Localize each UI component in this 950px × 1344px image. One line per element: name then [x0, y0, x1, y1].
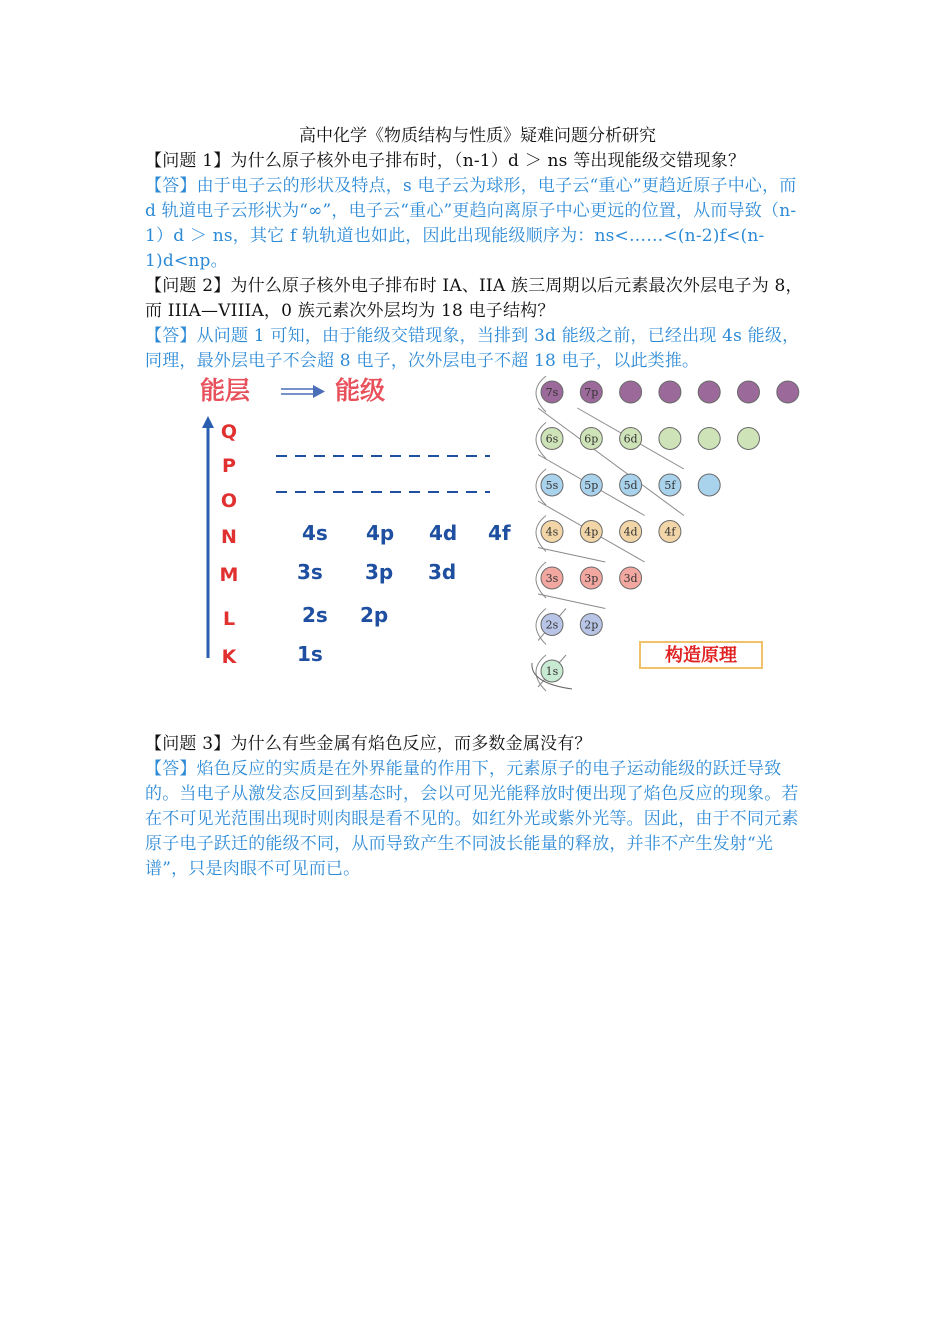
- orbital-4d: [620, 521, 642, 543]
- document-page: [145, 124, 810, 882]
- orbital-6s: [541, 428, 563, 450]
- question-1: 【问题 1】为什么原子核外电子排布时，（n-1）d ＞ ns 等出现能级交错现象？: [145, 151, 746, 171]
- svg-text:5d: 5d: [623, 479, 638, 492]
- orbital-5s: [541, 474, 563, 496]
- svg-text:5f: 5f: [664, 479, 676, 492]
- orbital-7p: [580, 381, 602, 403]
- svg-text:5p: 5p: [584, 479, 599, 492]
- sublevel-4d: 4d: [429, 521, 458, 545]
- orbital-blank: [659, 381, 681, 403]
- svg-text:3d: 3d: [623, 572, 638, 585]
- orbital-3d: [620, 567, 642, 589]
- orbital-5p: [580, 474, 602, 496]
- svg-text:5s: 5s: [545, 479, 559, 492]
- shell-sublevel-panel: [200, 376, 511, 668]
- svg-text:4f: 4f: [664, 525, 676, 539]
- shell-O: O: [220, 490, 238, 512]
- up-arrow-icon: [202, 416, 214, 658]
- shell-letters: [220, 421, 239, 668]
- orbital-7s: [541, 381, 563, 403]
- sublevel-2s: 2s: [302, 603, 328, 627]
- aufbau-circles: [541, 381, 799, 682]
- svg-text:4s: 4s: [545, 525, 559, 539]
- orbital-blank: [698, 428, 720, 450]
- shell-Q: Q: [220, 421, 238, 443]
- orbital-4s: [541, 521, 563, 543]
- question-2: 【问题 2】为什么原子核外电子排布时 IA、IIA 族三周期以后元素最次外层电子为 8，而 IIIA—VIIIA，0 族元素次外层均为 18 电子结构？: [145, 276, 803, 321]
- shell-N: N: [221, 526, 237, 548]
- orbital-blank: [738, 381, 760, 403]
- orbital-blank: [777, 381, 799, 403]
- answer-3: 【答】焰色反应的实质是在外界能量的作用下，元素原子的电子运动能级的跃迁导致的。当电子从激发态反回到基态时，会以可见光能释放时便出现了焰色反应的现象。若在不可见光范围出现时则肉眼是看不见的。如红外光或紫外光等。因此，由于不同元素原子电子跃迁的能级不同，从而导致产生不同波长能量的释放，并非不产生发射“光谱”，只是肉眼不可见而已。: [145, 759, 799, 879]
- aufbau-diagram: [532, 376, 799, 691]
- orbital-blank: [620, 381, 642, 403]
- orbital-5f: [659, 474, 681, 496]
- aufbau-diagonal: [538, 594, 605, 609]
- orbital-5d: [620, 474, 642, 496]
- sublevel-4f: 4f: [488, 521, 511, 545]
- energy-level-diagram: [145, 376, 810, 706]
- orbital-4f: [659, 521, 681, 543]
- orbital-2s: [541, 614, 563, 636]
- answer-1: 【答】由于电子云的形状及特点，s 电子云为球形，电子云“重心”更趋近原子中心，而 d 轨道电子云形状为“∞”，电子云“重心”更趋向离原子中心更远的位置，从而导致（n-1）d ＞ ns，其它 f 轨轨道也如此，因此出现能级顺序为：ns<……<(n-2)f<(n-1)d<np。: [145, 176, 797, 271]
- shell-L: L: [222, 608, 236, 630]
- orbital-blank: [738, 428, 760, 450]
- orbital-6d: [620, 428, 642, 450]
- shell-M: M: [219, 564, 239, 586]
- right-arrow-icon: [281, 385, 325, 398]
- sublevel-3p: 3p: [365, 560, 394, 584]
- svg-text:3p: 3p: [584, 572, 599, 585]
- svg-text:2p: 2p: [584, 618, 599, 632]
- orbital-3s: [541, 567, 563, 589]
- document-title: 高中化学《物质结构与性质》疑难问题分析研究: [299, 126, 656, 146]
- orbital-1s: [541, 660, 563, 682]
- shell-K: K: [221, 646, 237, 668]
- answer-2: 【答】从问题 1 可知，由于能级交错现象，当排到 3d 能级之前，已经出现 4s 能级，同理，最外层电子不会超 8 电子，次外层电子不超 18 电子，以此类推。: [145, 326, 800, 371]
- orbital-2p: [580, 614, 602, 636]
- svg-text:3s: 3s: [545, 572, 559, 585]
- svg-text:4p: 4p: [584, 525, 599, 539]
- sublevel-2p: 2p: [360, 603, 389, 627]
- sublevel-4p: 4p: [366, 521, 395, 545]
- energy-level-figure: [145, 376, 810, 706]
- svg-text:6p: 6p: [584, 432, 599, 446]
- sublevel-3s: 3s: [297, 560, 323, 584]
- aufbau-label: 构造原理: [665, 645, 737, 666]
- svg-text:2s: 2s: [545, 618, 559, 632]
- orbital-blank: [698, 381, 720, 403]
- shell-P: P: [222, 455, 236, 477]
- sublevel-1s: 1s: [297, 642, 323, 666]
- orbital-6p: [580, 428, 602, 450]
- heading-shell: 能层: [200, 376, 251, 405]
- heading-sublevel: 能级: [335, 376, 386, 405]
- svg-text:7p: 7p: [584, 386, 599, 399]
- svg-text:1s: 1s: [545, 665, 559, 678]
- sublevel-3d: 3d: [428, 560, 457, 584]
- aufbau-label-box: [640, 642, 762, 668]
- svg-text:4d: 4d: [623, 525, 638, 539]
- svg-text:6s: 6s: [545, 432, 559, 446]
- aufbau-diagonal: [538, 548, 605, 563]
- question-3: 【问题 3】为什么有些金属有焰色反应，而多数金属没有？: [145, 734, 592, 754]
- orbital-blank: [698, 474, 720, 496]
- aufbau-diagonal: [538, 408, 684, 516]
- orbital-3p: [580, 567, 602, 589]
- sublevel-grid: [297, 521, 511, 666]
- svg-text:7s: 7s: [545, 386, 559, 399]
- sublevel-4s: 4s: [302, 521, 328, 545]
- dashed-levels: [276, 456, 490, 492]
- svg-text:6d: 6d: [623, 432, 638, 446]
- orbital-4p: [580, 521, 602, 543]
- orbital-blank: [659, 428, 681, 450]
